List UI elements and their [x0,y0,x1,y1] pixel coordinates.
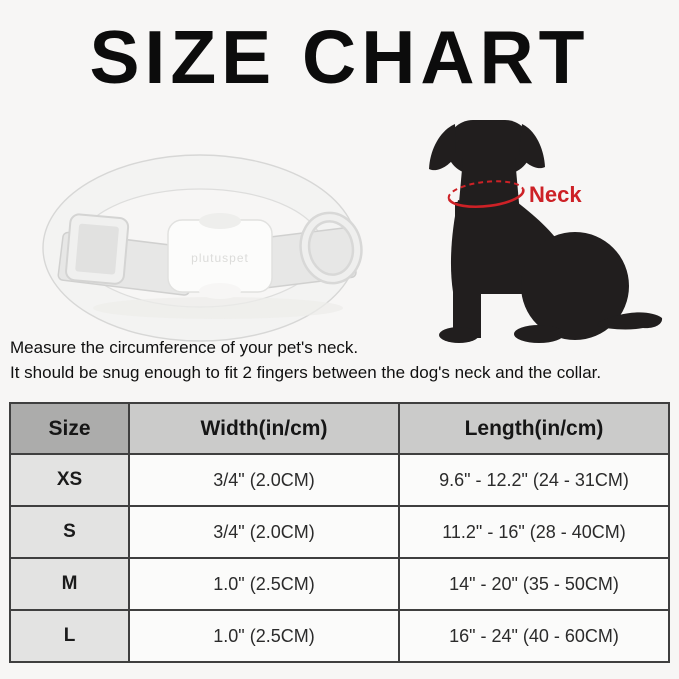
collar-buckle [168,213,272,299]
measure-instructions [10,335,675,385]
width-value: 3/4" (2.0CM) [129,506,399,558]
table-row-m [10,558,669,610]
buckle-top-notch [199,213,241,229]
header-size: Size [10,403,129,454]
table-row-l [10,610,669,662]
width-value: 1.0" (2.5CM) [129,610,399,662]
buckle-bottom-notch [199,283,241,299]
neck-label: Neck [529,182,582,207]
width-value: 3/4" (2.0CM) [129,454,399,506]
buckle-brand-text: plutuspet [191,251,249,265]
width-value: 1.0" (2.5CM) [129,558,399,610]
header-width: Width(in/cm) [129,403,399,454]
collar-illustration [28,140,370,342]
dog-shape [429,120,662,343]
size-value: XS [10,454,129,506]
instruction-line-2: It should be snug enough to fit 2 fingers between the dog's neck and the collar. [10,363,602,382]
header-length: Length(in/cm) [399,403,669,454]
instruction-line-1: Measure the circumference of your pet's neck. [10,338,359,357]
page-title: SIZE CHART [89,15,590,99]
length-value: 9.6" - 12.2" (24 - 31CM) [399,454,669,506]
length-value: 14" - 20" (35 - 50CM) [399,558,669,610]
length-value: 16" - 24" (40 - 60CM) [399,610,669,662]
size-value: S [10,506,129,558]
table-row-xs [10,454,669,506]
size-value: M [10,558,129,610]
size-table [9,402,670,663]
size-value: L [10,610,129,662]
collar-shadow [93,297,343,319]
length-value: 11.2" - 16" (28 - 40CM) [399,506,669,558]
table-row-s [10,506,669,558]
dog-silhouette [403,108,667,354]
collar-adjuster [65,214,129,285]
collar-product-image [28,140,370,342]
dog-neck-diagram [403,108,667,354]
size-table-header-row [10,403,669,454]
